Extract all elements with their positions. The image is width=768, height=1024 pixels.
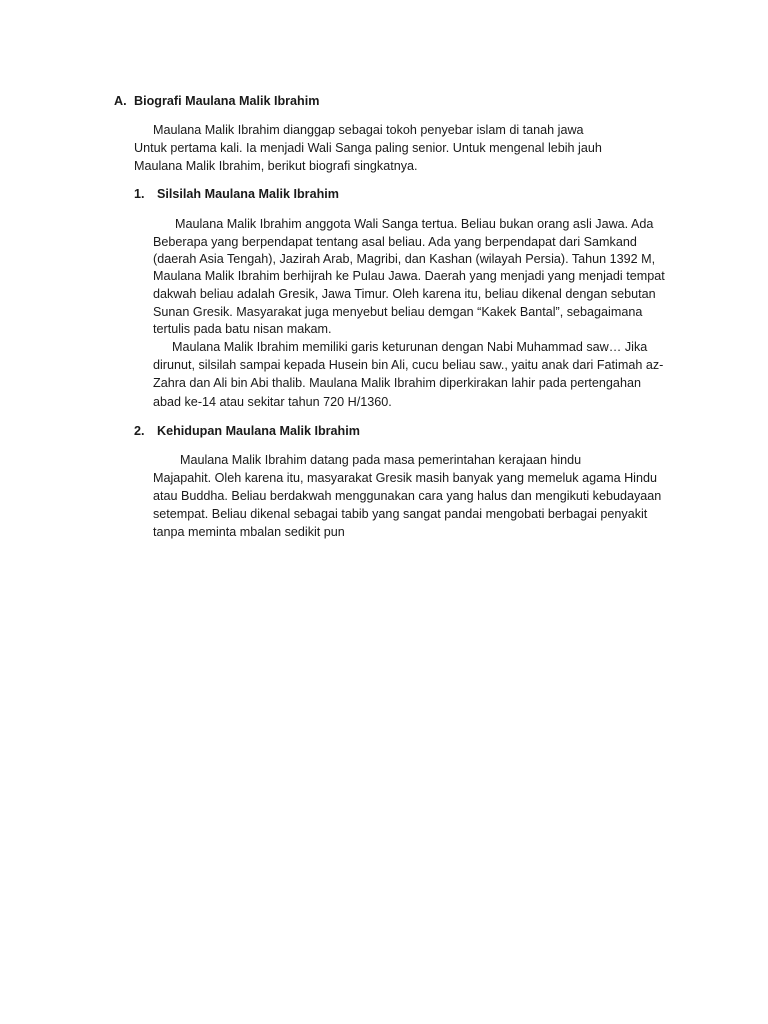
section-1-p1-line-1: Maulana Malik Ibrahim anggota Wali Sanga tertua. Beliau bukan orang asli Jawa. Ada — [175, 217, 654, 231]
section-1-p1-line-3: (daerah Asia Tengah), Jazirah Arab, Magribi, dan Kashan (wilayah Persia). Tahun 1392 M, — [153, 252, 656, 266]
section-1-heading — [134, 187, 339, 201]
section-2-heading — [134, 424, 360, 438]
section-2-line-3: atau Buddha. Beliau berdakwah menggunakan cara yang halus dan mengikuti kebudayaan — [153, 489, 662, 503]
section-1-p2-line-2: dirunut, silsilah sampai kepada Husein bin Ali, cucu beliau saw., yaitu anak dari Fatimah az- — [153, 358, 664, 372]
section-a-line-3: Maulana Malik Ibrahim, berikut biografi singkatnya. — [134, 159, 418, 173]
section-1-p1-line-6: Sunan Gresik. Masyarakat juga menyebut beliau demgan “Kakek Bantal”, sebagaimana — [153, 305, 643, 319]
section-2-line-5: tanpa meminta mbalan sedikit pun — [153, 525, 345, 539]
section-2-line-2: Majapahit. Oleh karena itu, masyarakat Gresik masih banyak yang memeluk agama Hindu — [153, 471, 657, 485]
section-a-line-1: Maulana Malik Ibrahim dianggap sebagai tokoh penyebar islam di tanah jawa — [153, 123, 584, 137]
section-1-p1-line-7: tertulis pada batu nisan makam. — [153, 322, 332, 336]
section-2-line-4: setempat. Beliau dikenal sebagai tabib yang sangat pandai mengobati berbagai penyakit — [153, 507, 648, 521]
section-1-p2-line-3: Zahra dan Ali bin Abi thalib. Maulana Malik Ibrahim diperkirakan lahir pada pertengahan — [153, 376, 641, 390]
section-a-marker: A. — [114, 94, 127, 108]
section-1-p2-line-4: abad ke-14 atau sekitar tahun 720 H/1360. — [153, 395, 392, 409]
section-1-p1-line-2: Beberapa yang berpendapat tentang asal beliau. Ada yang berpendapat dari Samkand — [153, 235, 637, 249]
section-a-title: Biografi Maulana Malik Ibrahim — [134, 94, 320, 108]
section-1-marker: 1. — [134, 187, 145, 201]
section-1-p2-line-1: Maulana Malik Ibrahim memiliki garis keturunan dengan Nabi Muhammad saw… Jika — [172, 340, 648, 354]
section-1-title: Silsilah Maulana Malik Ibrahim — [157, 187, 339, 201]
section-a-heading — [114, 94, 319, 108]
section-a-line-2: Untuk pertama kali. Ia menjadi Wali Sanga paling senior. Untuk mengenal lebih jauh — [134, 141, 602, 155]
section-2-title: Kehidupan Maulana Malik Ibrahim — [157, 424, 360, 438]
section-2-marker: 2. — [134, 424, 145, 438]
section-1-p1-line-5: dakwah beliau adalah Gresik, Jawa Timur. Oleh karena itu, beliau dikenal dengan sebutan — [153, 287, 656, 301]
section-2-line-1: Maulana Malik Ibrahim datang pada masa pemerintahan kerajaan hindu — [180, 453, 582, 467]
section-1-p1-line-4: Maulana Malik Ibrahim berhijrah ke Pulau Jawa. Daerah yang menjadi yang menjadi tempat — [153, 269, 665, 283]
